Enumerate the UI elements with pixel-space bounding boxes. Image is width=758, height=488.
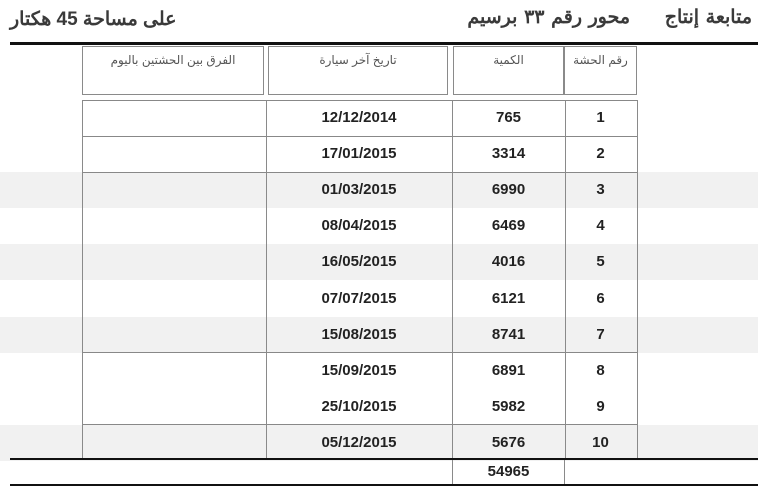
date-cell: 01/03/2015 (321, 181, 397, 199)
cut-number-cell: 4 (596, 217, 605, 235)
row-divider (82, 352, 638, 353)
days-diff-cell (82, 317, 266, 353)
area-label: على مساحة 45 هكتار (10, 9, 177, 30)
days-diff-cell (82, 136, 266, 172)
header-cut-number: رقم الحشة (564, 46, 637, 95)
date-cell: 07/07/2015 (321, 289, 397, 307)
row-divider (82, 172, 638, 173)
date-cell: 16/05/2015 (321, 253, 397, 271)
date-cell: 12/12/2014 (321, 109, 397, 126)
column-divider (452, 100, 453, 458)
days-diff-cell (82, 281, 266, 317)
column-divider (637, 100, 638, 458)
row-divider (82, 424, 638, 425)
top-rule (10, 42, 758, 45)
date-cell: 17/01/2015 (321, 145, 397, 163)
days-diff-cell (82, 100, 266, 136)
column-divider (82, 100, 83, 458)
row-divider (82, 100, 638, 101)
cut-number-cell: 10 (592, 433, 609, 451)
quantity-cell: 5982 (491, 397, 526, 415)
quantity-cell: 3314 (491, 145, 526, 163)
sheet-title (467, 6, 752, 28)
days-diff-cell (82, 172, 266, 208)
quantity-cell: 6469 (491, 217, 526, 235)
title-part-1: متابعة إنتاج (664, 6, 752, 28)
cut-number-cell: 2 (596, 145, 605, 163)
header-quantity: الكمية (453, 46, 564, 95)
quantity-cell: 765 (495, 109, 522, 126)
total-quantity: 54965 (452, 460, 565, 484)
quantity-cell: 4016 (491, 253, 526, 271)
row-divider (82, 136, 638, 137)
quantity-cell: 6891 (491, 361, 526, 379)
date-cell: 08/04/2015 (321, 217, 397, 235)
days-diff-cell (82, 208, 266, 244)
date-cell: 15/08/2015 (321, 325, 397, 343)
date-cell: 25/10/2015 (321, 397, 397, 415)
quantity-cell: 6990 (491, 181, 526, 199)
quantity-cell: 5676 (491, 433, 526, 451)
days-diff-cell (82, 425, 266, 461)
bottom-rule-upper (10, 458, 758, 460)
header-last-truck-date: تاريخ آخر سيارة (268, 46, 448, 95)
cut-number-cell: 8 (596, 361, 605, 379)
days-diff-cell (82, 244, 266, 280)
quantity-cell: 8741 (491, 325, 526, 343)
days-diff-cell (82, 389, 266, 425)
date-cell: 05/12/2015 (321, 433, 397, 451)
cut-number-cell: 9 (596, 397, 605, 415)
title-part-2: محور رقم ٣٣ برسيم (467, 6, 631, 28)
cut-number-cell: 7 (596, 325, 605, 343)
column-divider (266, 100, 267, 458)
quantity-cell: 6121 (491, 289, 526, 307)
cut-number-cell: 3 (596, 181, 605, 199)
days-diff-cell (82, 353, 266, 389)
cut-number-cell: 6 (596, 289, 605, 307)
header-days-between: الفرق بين الحشتين باليوم (82, 46, 264, 95)
cut-number-cell: 1 (596, 109, 605, 126)
column-divider (565, 100, 566, 458)
cut-number-cell: 5 (596, 253, 605, 271)
date-cell: 15/09/2015 (321, 361, 397, 379)
bottom-rule-lower (10, 484, 758, 486)
